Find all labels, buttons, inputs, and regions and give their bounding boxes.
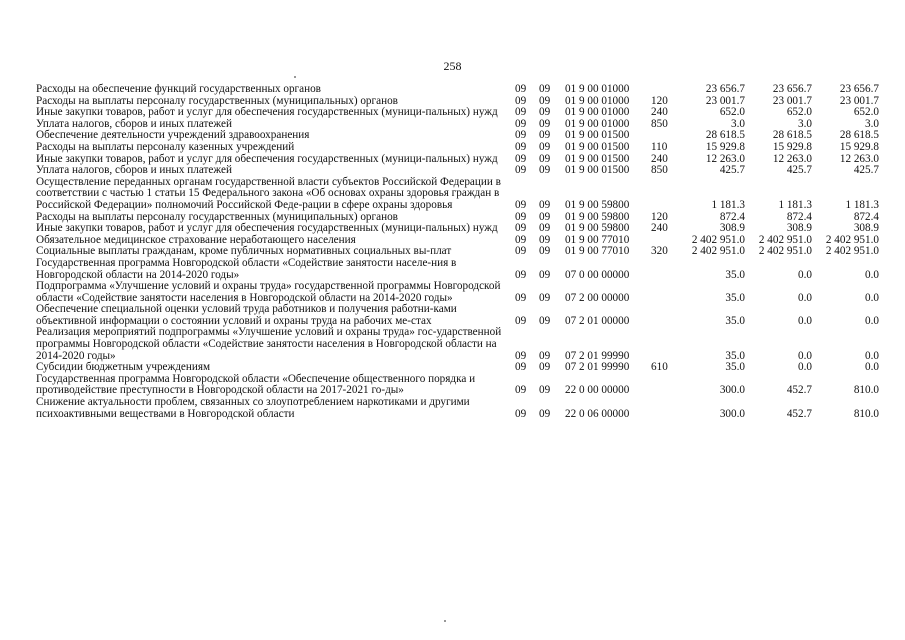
row-subsection: 09 [539, 268, 551, 281]
row-section: 09 [515, 314, 527, 327]
row-section: 09 [515, 83, 527, 95]
row-amount-1: 35.0 [725, 361, 745, 374]
row-target-article: 01 9 00 01500 [565, 152, 630, 165]
row-name: Государственная программа Новгородской области «Обеспечение общественного порядка и противодействие преступности в Новгородской области на 2017-2021 го-ды» [36, 372, 476, 397]
row-target-article: 22 0 06 00000 [565, 407, 630, 420]
row-amount-2: 425.7 [786, 164, 812, 177]
row-expense-type: 610 [651, 361, 668, 374]
table-row [36, 374, 879, 397]
row-expense-type [651, 281, 677, 304]
table-row [36, 397, 879, 420]
row-amount-3: 308.9 [853, 222, 879, 235]
row-amount-3: 652.0 [853, 106, 879, 119]
row-amount-2: 1 181.3 [778, 198, 812, 211]
row-name: Снижение актуальности проблем, связанных со злоупотреблением наркотиками и другими психоактивными веществами в Новгородской области [36, 396, 470, 420]
row-subsection: 09 [539, 245, 551, 258]
row-name: Обеспечение специальной оценки условий труда работников и получения работни-ками объективной информации о состоянии условий и охраны труда на рабочих ме-стах [36, 303, 457, 327]
row-expense-type [651, 374, 677, 397]
row-target-article: 01 9 00 01000 [565, 106, 630, 119]
table-row [36, 327, 879, 362]
row-amount-2: 28 618.5 [772, 129, 812, 142]
table-row [36, 142, 879, 154]
row-expense-type: 240 [651, 152, 668, 165]
row-target-article: 01 9 00 01500 [565, 129, 630, 142]
row-name: Иные закупки товаров, работ и услуг для обеспечения государственных (муници-пальных) нужд [36, 106, 498, 119]
row-section: 09 [515, 140, 527, 153]
row-target-article: 01 9 00 01000 [565, 83, 630, 95]
row-name: Иные закупки товаров, работ и услуг для обеспечения государственных (муници-пальных) нужд [36, 152, 498, 165]
row-target-article: 01 9 00 59800 [565, 222, 630, 235]
row-section: 09 [515, 233, 527, 246]
row-amount-1: 23 001.7 [705, 94, 745, 107]
row-section: 09 [515, 198, 527, 211]
row-section: 09 [515, 268, 527, 281]
row-amount-2: 652.0 [786, 106, 812, 119]
row-amount-3: 0.0 [865, 361, 879, 374]
row-target-article: 01 9 00 77010 [565, 245, 630, 258]
row-name: Уплата налогов, сборов и иных платежей [36, 164, 232, 177]
row-amount-3: 12 263.0 [839, 152, 879, 165]
row-amount-1: 1 181.3 [711, 198, 745, 211]
row-name: Субсидии бюджетным учреждениям [36, 361, 211, 374]
table-row [36, 223, 879, 235]
row-target-article: 01 9 00 01000 [565, 117, 630, 130]
row-amount-2: 452.7 [786, 407, 812, 420]
row-section: 09 [515, 245, 527, 258]
row-expense-type: 320 [651, 245, 668, 258]
row-amount-1: 652.0 [719, 106, 745, 119]
row-amount-2: 23 656.7 [772, 83, 812, 95]
row-amount-3: 23 001.7 [839, 94, 879, 107]
row-subsection: 09 [539, 349, 551, 362]
table-row [36, 258, 879, 281]
row-amount-1: 425.7 [719, 164, 745, 177]
row-target-article: 07 2 01 99990 [565, 361, 630, 374]
row-amount-3: 15 929.8 [839, 140, 879, 153]
row-subsection: 09 [539, 94, 551, 107]
row-expense-type [651, 397, 677, 420]
budget-rows [36, 84, 879, 420]
row-subsection: 09 [539, 314, 551, 327]
row-amount-2: 15 929.8 [772, 140, 812, 153]
row-amount-1: 23 656.7 [705, 83, 745, 95]
row-amount-1: 872.4 [719, 210, 745, 223]
row-expense-type: 120 [651, 94, 668, 107]
scan-speck [294, 76, 296, 78]
row-subsection: 09 [539, 210, 551, 223]
row-amount-2: 0.0 [798, 268, 812, 281]
row-amount-3: 3.0 [865, 117, 879, 130]
row-section: 09 [515, 210, 527, 223]
row-expense-type: 240 [651, 106, 668, 119]
row-target-article: 07 0 00 00000 [565, 268, 630, 281]
row-amount-1: 3.0 [731, 117, 745, 130]
row-section: 09 [515, 222, 527, 235]
row-name: Обеспечение деятельности учреждений здравоохранения [36, 129, 310, 142]
row-amount-2: 0.0 [798, 291, 812, 304]
row-amount-2: 3.0 [798, 117, 812, 130]
row-expense-type: 850 [651, 164, 668, 177]
row-name: Государственная программа Новгородской области «Содействие занятости населе-ния в Новгородской области на 2014-2020 годы» [36, 256, 457, 281]
budget-table [36, 84, 879, 420]
row-subsection: 09 [539, 140, 551, 153]
row-amount-1: 28 618.5 [705, 129, 745, 142]
row-amount-3: 425.7 [853, 164, 879, 177]
row-subsection: 09 [539, 384, 551, 397]
row-target-article: 01 9 00 01500 [565, 140, 630, 153]
row-amount-3: 23 656.7 [839, 83, 879, 95]
row-name: Уплата налогов, сборов и иных платежей [36, 117, 232, 130]
table-row [36, 84, 879, 96]
row-amount-1: 308.9 [719, 222, 745, 235]
row-subsection: 09 [539, 117, 551, 130]
table-row [36, 304, 879, 327]
row-amount-2: 0.0 [798, 314, 812, 327]
row-subsection: 09 [539, 361, 551, 374]
row-amount-3: 872.4 [853, 210, 879, 223]
row-amount-1: 300.0 [719, 407, 745, 420]
row-amount-2: 872.4 [786, 210, 812, 223]
row-subsection: 09 [539, 233, 551, 246]
row-amount-3: 0.0 [865, 268, 879, 281]
row-subsection: 09 [539, 407, 551, 420]
row-amount-2: 2 402 951.0 [758, 245, 812, 258]
row-amount-2: 0.0 [798, 349, 812, 362]
row-target-article: 01 9 00 01500 [565, 164, 630, 177]
table-row [36, 165, 879, 177]
row-name: Иные закупки товаров, работ и услуг для обеспечения государственных (муници-пальных) нужд [36, 222, 498, 235]
row-amount-3: 1 181.3 [845, 198, 879, 211]
row-expense-type: 120 [651, 210, 668, 223]
row-target-article: 01 9 00 59800 [565, 210, 630, 223]
row-amount-1: 35.0 [725, 349, 745, 362]
row-subsection: 09 [539, 106, 551, 119]
row-amount-2: 12 263.0 [772, 152, 812, 165]
row-amount-2: 2 402 951.0 [758, 233, 812, 246]
row-name: Социальные выплаты гражданам, кроме публичных нормативных социальных вы-плат [36, 245, 452, 258]
row-amount-1: 35.0 [725, 314, 745, 327]
row-amount-3: 2 402 951.0 [825, 233, 879, 246]
row-amount-1: 35.0 [725, 291, 745, 304]
row-amount-3: 2 402 951.0 [825, 245, 879, 258]
row-section: 09 [515, 407, 527, 420]
row-target-article: 07 2 00 00000 [565, 291, 630, 304]
row-name: Обязательное медицинское страхование неработающего населения [36, 233, 356, 246]
row-target-article: 07 2 01 99990 [565, 349, 630, 362]
row-name: Реализация мероприятий подпрограммы «Улучшение условий и охраны труда» гос-ударственной программы Новгородской области «Содействие занятости населения в Новгородской области на 2014-2020 годы» [36, 326, 502, 362]
row-amount-1: 12 263.0 [705, 152, 745, 165]
row-subsection: 09 [539, 291, 551, 304]
row-expense-type: 850 [651, 117, 668, 130]
row-amount-3: 28 618.5 [839, 129, 879, 142]
row-section: 09 [515, 94, 527, 107]
row-name: Расходы на выплаты персоналу казенных учреждений [36, 140, 295, 153]
row-subsection: 09 [539, 164, 551, 177]
row-subsection: 09 [539, 222, 551, 235]
row-target-article: 01 9 00 77010 [565, 233, 630, 246]
scan-speck [444, 620, 446, 622]
row-amount-1: 35.0 [725, 268, 745, 281]
row-amount-3: 810.0 [853, 384, 879, 397]
table-row [36, 281, 879, 304]
row-amount-3: 0.0 [865, 349, 879, 362]
row-amount-1: 2 402 951.0 [691, 233, 745, 246]
row-name: Подпрограмма «Улучшение условий и охраны труда» государственной программы Новгородской области «Содействие занятости населения в Новгородской области на 2014-2020 годы» [36, 280, 501, 304]
row-expense-type: 110 [651, 140, 668, 153]
row-amount-3: 0.0 [865, 291, 879, 304]
row-section: 09 [515, 361, 527, 374]
row-subsection: 09 [539, 152, 551, 165]
row-target-article: 01 9 00 01000 [565, 94, 630, 107]
row-amount-1: 300.0 [719, 384, 745, 397]
row-target-article: 01 9 00 59800 [565, 198, 630, 211]
row-section: 09 [515, 384, 527, 397]
row-section: 09 [515, 152, 527, 165]
row-section: 09 [515, 349, 527, 362]
row-section: 09 [515, 291, 527, 304]
row-section: 09 [515, 164, 527, 177]
row-amount-2: 23 001.7 [772, 94, 812, 107]
row-amount-2: 308.9 [786, 222, 812, 235]
row-amount-3: 0.0 [865, 314, 879, 327]
row-subsection: 09 [539, 198, 551, 211]
row-name: Осуществление переданных органам государственной власти субъектов Российской Федерации в соответствии с частью 1 статьи 15 Федерального закона «Об основах охраны здоровья граждан в Российской Федерации» полномочий Российской Феде-рации в сфере охраны здоровья [36, 175, 501, 211]
row-target-article: 22 0 00 00000 [565, 384, 630, 397]
row-amount-2: 0.0 [798, 361, 812, 374]
row-subsection: 09 [539, 129, 551, 142]
row-target-article: 07 2 01 00000 [565, 314, 630, 327]
row-expense-type [651, 84, 677, 96]
row-expense-type [651, 258, 677, 281]
row-section: 09 [515, 106, 527, 119]
page-number: 258 [443, 59, 462, 73]
row-name: Расходы на обеспечение функций государственных органов [36, 83, 321, 95]
row-expense-type [651, 304, 677, 327]
table-row [36, 177, 879, 212]
row-amount-2: 452.7 [786, 384, 812, 397]
row-section: 09 [515, 129, 527, 142]
row-name: Расходы на выплаты персоналу государственных (муниципальных) органов [36, 94, 398, 107]
row-amount-1: 2 402 951.0 [691, 245, 745, 258]
row-section: 09 [515, 117, 527, 130]
row-amount-1: 15 929.8 [705, 140, 745, 153]
row-expense-type [651, 327, 677, 362]
row-name: Расходы на выплаты персоналу государственных (муниципальных) органов [36, 210, 398, 223]
row-subsection: 09 [539, 83, 551, 95]
row-expense-type [651, 177, 677, 212]
row-amount-3: 810.0 [853, 407, 879, 420]
row-expense-type: 240 [651, 222, 668, 235]
